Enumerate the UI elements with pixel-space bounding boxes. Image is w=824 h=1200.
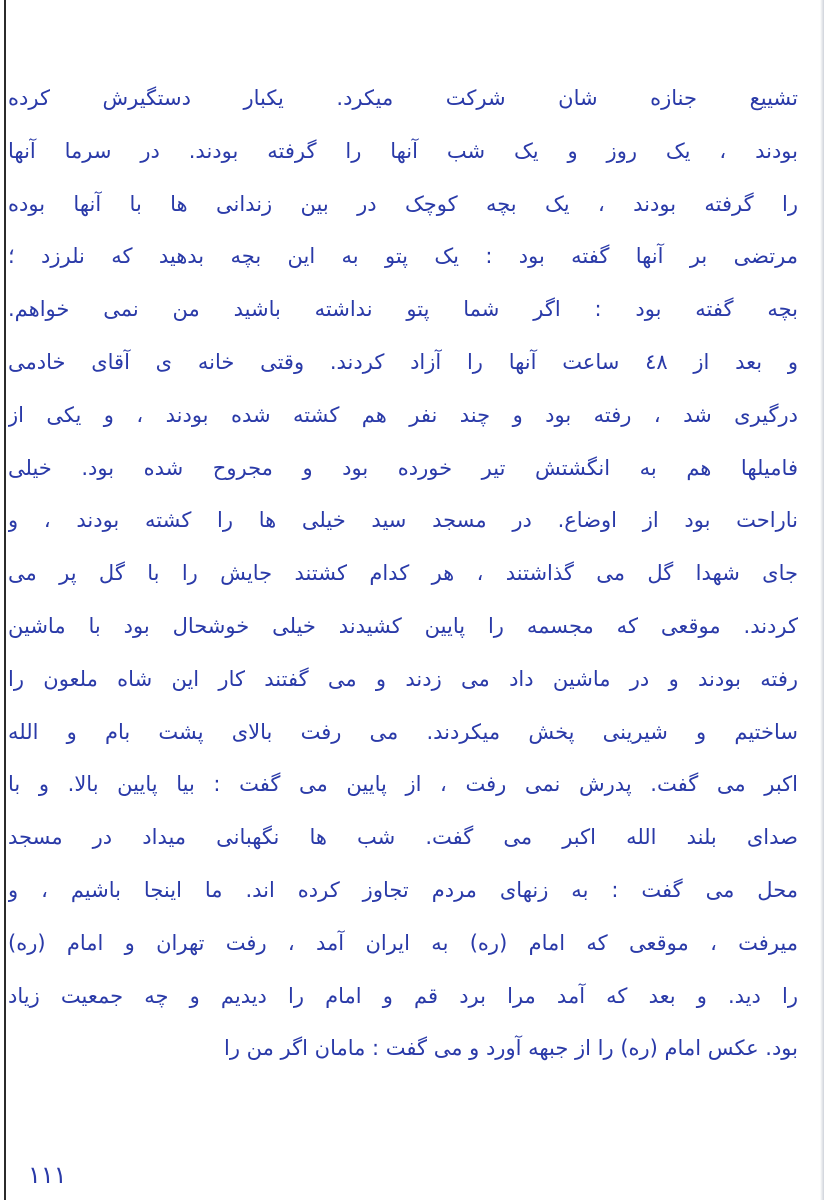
text-line-11: کردند. موقعی که مجسمه را پایین کشیدند خیلی خوشحال بود با ماشین <box>8 613 798 638</box>
text-line-3: را گرفته بودند ، یک بچه کوچک در بین زندانی ها با آنها بوده <box>8 191 798 216</box>
text-line-17: میرفت ، موقعی که امام (ره) به ایران آمد ، رفت تهران و امام (ره) <box>8 930 798 955</box>
text-line-16: محل می گفت : به زنهای مردم تجاوز کرده اند. ما اینجا باشیم ، و <box>8 877 798 902</box>
text-line-4: مرتضی بر آنها گفته بود : یک پتو به این بچه بدهید که نلرزد ؛ <box>8 244 798 269</box>
text-line-19: بود. عکس امام (ره) را از جبهه آورد و می گفت : مامان اگر من را <box>224 1036 798 1061</box>
text-line-5: بچه گفته بود : اگر شما پتو نداشته باشید من نمی خواهم. <box>8 297 798 322</box>
text-line-15: صدای بلند الله اکبر می گفت. شب ها نگهبانی میداد در مسجد <box>8 825 798 850</box>
handwritten-text-body <box>8 72 798 1075</box>
text-line-12: رفته بودند و در ماشین داد می زدند و می گفتند کار این شاه ملعون را <box>8 666 798 691</box>
text-line-6: و بعد از ٤٨ ساعت آنها را آزاد کردند. وقتی خانه ی آقای خادمی <box>8 349 798 374</box>
text-line-1: تشییع جنازه شان شرکت میکرد. یکبار دستگیرش کرده <box>8 86 798 110</box>
text-line-10: جای شهدا گل می گذاشتند ، هر کدام کشتند جایش را با گل پر می <box>8 561 798 586</box>
text-line-7: درگیری شد ، رفته بود و چند نفر هم کشته شده بودند ، و یکی از <box>8 402 798 427</box>
left-margin-line <box>4 0 6 1200</box>
text-line-9: ناراحت بود از اوضاع. در مسجد سید خیلی ها را کشته بودند ، و <box>8 508 798 533</box>
text-line-2: بودند ، یک روز و یک شب آنها را گرفته بودند. در سرما آنها <box>8 138 798 163</box>
page-edge-shadow <box>820 0 824 1200</box>
text-line-8: فامیلها هم به انگشتش تیر خورده بود و مجروح شده بود. خیلی <box>8 455 798 480</box>
page-number: ١١١ <box>28 1161 67 1189</box>
text-line-13: ساختیم و شیرینی پخش میکردند. می رفت بالای پشت بام و الله <box>8 719 798 744</box>
text-line-14: اکبر می گفت. پدرش نمی رفت ، از پایین می گفت : بیا پایین بالا. و با <box>8 772 798 797</box>
text-line-18: را دید. و بعد که آمد مرا برد قم و امام را دیدیم و چه جمعیت زیاد <box>8 983 798 1008</box>
